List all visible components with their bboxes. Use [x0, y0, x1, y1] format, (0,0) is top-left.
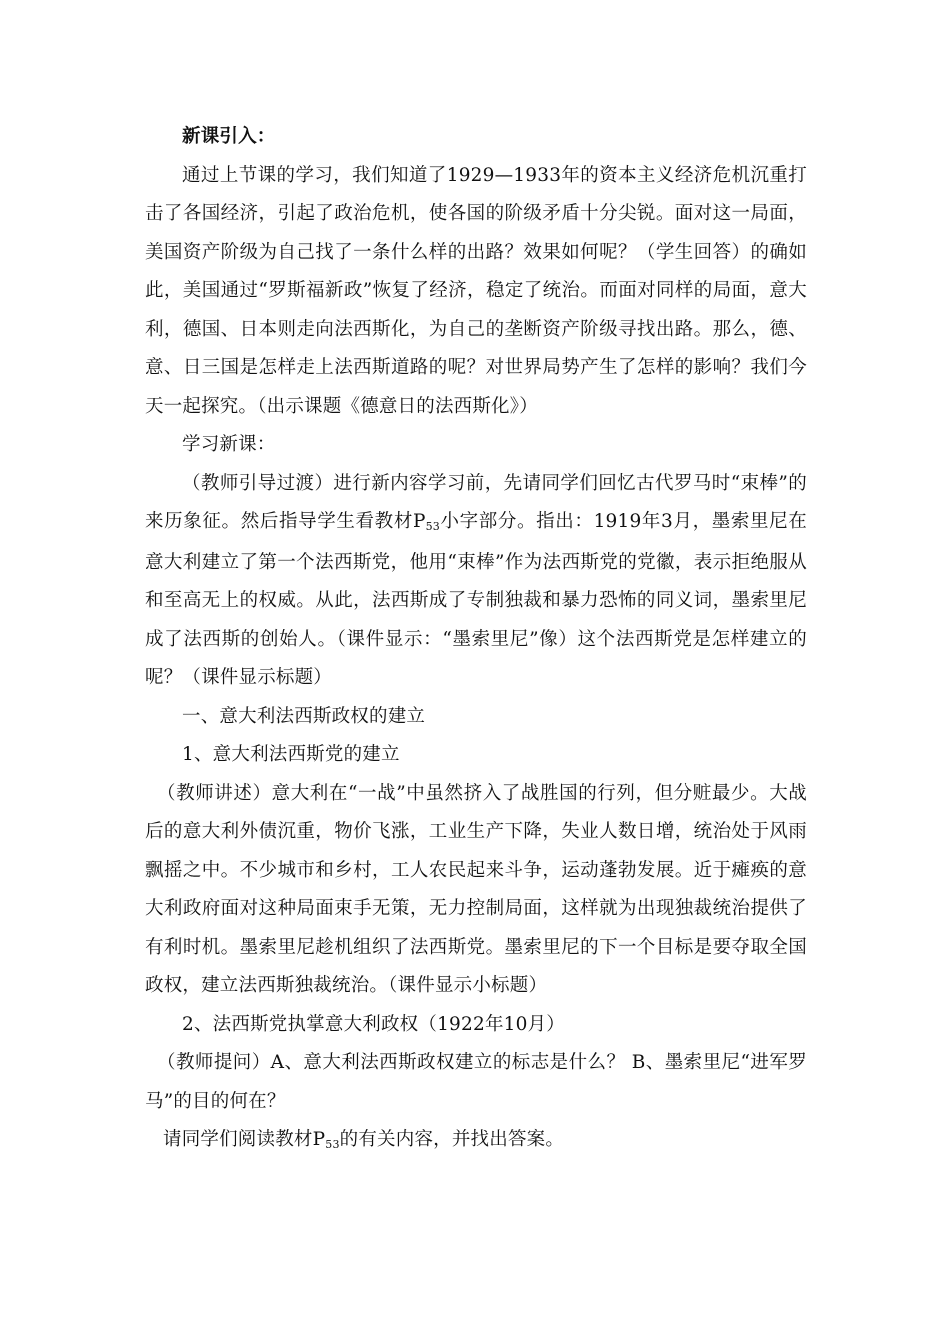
teacher-narration-paragraph: （教师讲述）意大利在“一战”中虽然挤入了战胜国的行列，但分赃最少。大战后的意大利外债沉重，物价飞涨，工业生产下降，失业人数日增，统治处于风雨飘摇之中。不少城市和乡村，工人农民起来斗争，运动蓬勃发展。近于瘫痪的意大利政府面对这种局面束手无策，无力控制局面，这样就为出现独裁统治提供了有利时机。墨索里尼趁机组织了法西斯党。墨索里尼的下一个目标是要夺取全国政权，建立法西斯独裁统治。（课件显示小标题） — [145, 782, 807, 996]
subsection-1-title: 1、意大利法西斯党的建立 — [182, 744, 400, 765]
teacher-transition-text-end: 小字部分。指出：1919年3月，墨索里尼在意大利建立了第一个法西斯党，他用“束棒”作为法西斯党的党徽，表示拒绝服从和至高无上的权威。从此，法西斯成了专制独裁和暴力恐怖的同义词，墨索里尼成了法西斯的创始人。（课件显示：“墨索里尼”像）这个法西斯党是怎样建立的呢？（课件显示标题） — [145, 511, 807, 688]
subsection-2-title: 2、法西斯党执掌意大利政权（1922年10月） — [182, 1013, 565, 1035]
textbook-page-subscript: 53 — [425, 520, 441, 533]
teacher-transition-text-start: （教师引导过渡）进行新内容学习前，先请同学们回忆古代罗马时“束棒”的来历象征。然后指导学生看教材P — [145, 472, 807, 532]
study-heading: 学习新课： — [182, 434, 276, 455]
intro-paragraph: 通过上节课的学习，我们知道了1929—1933年的资本主义经济危机沉重打击了各国经济，引起了政治危机，使各国的阶级矛盾十分尖锐。面对这一局面，美国资产阶级为自己找了一条什么样的出路？效果如何呢？（学生回答）的确如此，美国通过“罗斯福新政”恢复了经济，稳定了统治。而面对同样的局面，意大利，德国、日本则走向法西斯化，为自己的垄断资产阶级寻找出路。那么，德、意、日三国是怎样走上法西斯道路的呢？对世界局势产生了怎样的影响？我们今天一起探究。（出示课题《德意日的法西斯化》） — [145, 164, 807, 417]
reading-instruction-start: 请同学们阅读教材P — [163, 1129, 326, 1150]
teacher-question-paragraph: （教师提问）A、意大利法西斯政权建立的标志是什么？ B、墨索里尼“进军罗马”的目的何在？ — [145, 1052, 807, 1112]
document-body — [145, 118, 807, 1162]
teacher-transition-paragraph — [145, 465, 807, 698]
reading-instruction-end: 的有关内容，并找出答案。 — [339, 1129, 565, 1150]
intro-heading: 新课引入： — [182, 126, 276, 147]
section-1-title: 一、意大利法西斯政权的建立 — [182, 705, 426, 727]
reading-instruction — [145, 1121, 807, 1162]
textbook-page-subscript-2: 53 — [325, 1138, 340, 1151]
